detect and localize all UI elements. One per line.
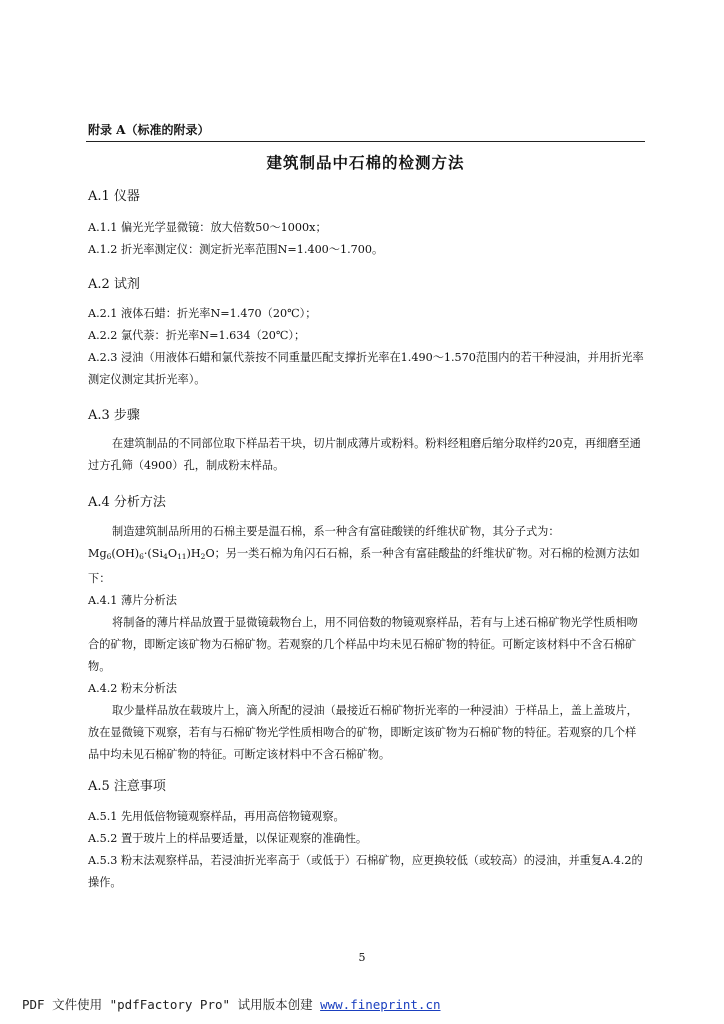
item-a5-3: A.5.3 粉末法观察样品，若浸油折光率高于（或低于）石棉矿物，应更换较低（或较高）的浸油，并重复A.4.2的操作。 (88, 854, 643, 889)
page-number: 5 (358, 951, 366, 964)
item-a2-3: A.2.3 浸油（用液体石蜡和氯代萘按不同重量匹配支撑折光率在1.490～1.570范围内的若干种浸油，并用折光率测定仪测定其折光率）。 (88, 351, 644, 386)
section-a5-heading: A.5 注意事项 (88, 779, 166, 794)
subsection-a4-1-text: 将制备的薄片样品放置于显微镜载物台上，用不同倍数的物镜观察样品，若有与上述石棉矿物光学性质相吻合的矿物，即断定该矿物为石棉矿物。若观察的几个样品中均未见石棉矿物的特征。可断定该材料中不含石棉矿物。 (88, 616, 638, 673)
section-a5-body (88, 806, 644, 894)
item-a5-2: A.5.2 置于玻片上的样品要适量，以保证观察的准确性。 (88, 832, 368, 845)
item-a1-2: A.1.2 折光率测定仪：测定折光率范围N=1.400～1.700。 (88, 243, 384, 256)
subsection-a4-1-heading: A.4.1 薄片分析法 (88, 594, 177, 607)
chemical-formula: $Mg_6(OH)_6\cdot(Si_4O_{11})H_2O$ (88, 547, 215, 561)
pdf-watermark-footer (22, 995, 441, 1013)
item-a1-1: A.1.1 偏光光学显微镜：放大倍数50～1000x； (88, 221, 327, 234)
intro-text-a: 制造建筑制品所用的石棉主要是温石棉，系一种含有富硅酸镁的纤维状矿物，其分子式为： (112, 525, 560, 538)
fineprint-link[interactable]: www.fineprint.cn (320, 997, 441, 1012)
section-a3-heading: A.3 步骤 (88, 408, 140, 423)
section-a2-heading: A.2 试剂 (88, 277, 140, 292)
section-a4-heading: A.4 分析方法 (88, 495, 166, 510)
document-title: 建筑制品中石棉的检测方法 (266, 153, 465, 172)
item-a5-1: A.5.1 先用低倍物镜观察样品，再用高倍物镜观察。 (88, 810, 345, 823)
section-a1-heading: A.1 仪器 (88, 189, 140, 204)
subsection-a4-2-text: 取少量样品放在载玻片上，滴入所配的浸油（最接近石棉矿物折光率的一种浸油）于样品上，盖上盖玻片，放在显微镜下观察，若有与石棉矿物光学性质相吻合的矿物，即断定该矿物为石棉矿物的特征。若观察的几个样品中均未见石棉矿物的特征。可断定该材料中不含石棉矿物。 (88, 704, 638, 761)
footer-text: PDF 文件使用 "pdfFactory Pro" 试用版本创建 (22, 997, 321, 1012)
section-a1-body (88, 217, 644, 261)
section-a2-body (88, 303, 644, 391)
section-a4-intro (88, 521, 644, 590)
subsection-a4-2-heading: A.4.2 粉末分析法 (88, 682, 177, 695)
appendix-label: 附录 A（标准的附录） (88, 123, 210, 137)
intro-text-b: ；另一类石棉为角闪石石棉，系一种含有富硅酸盐的纤维状矿物。对石棉的检测方法如下： (88, 547, 640, 585)
header-rule (86, 141, 645, 142)
item-a2-1: A.2.1 液体石蜡：折光率N=1.470（20℃）； (88, 307, 317, 320)
section-a3-text: 在建筑制品的不同部位取下样品若干块，切片制成薄片或粉料。粉料经粗磨后缩分取样约20克，再细磨至通过方孔筛（4900）孔，制成粉末样品。 (88, 437, 641, 472)
item-a2-2: A.2.2 氯代萘：折光率N=1.634（20℃）； (88, 329, 306, 342)
section-a4-body (88, 521, 644, 766)
